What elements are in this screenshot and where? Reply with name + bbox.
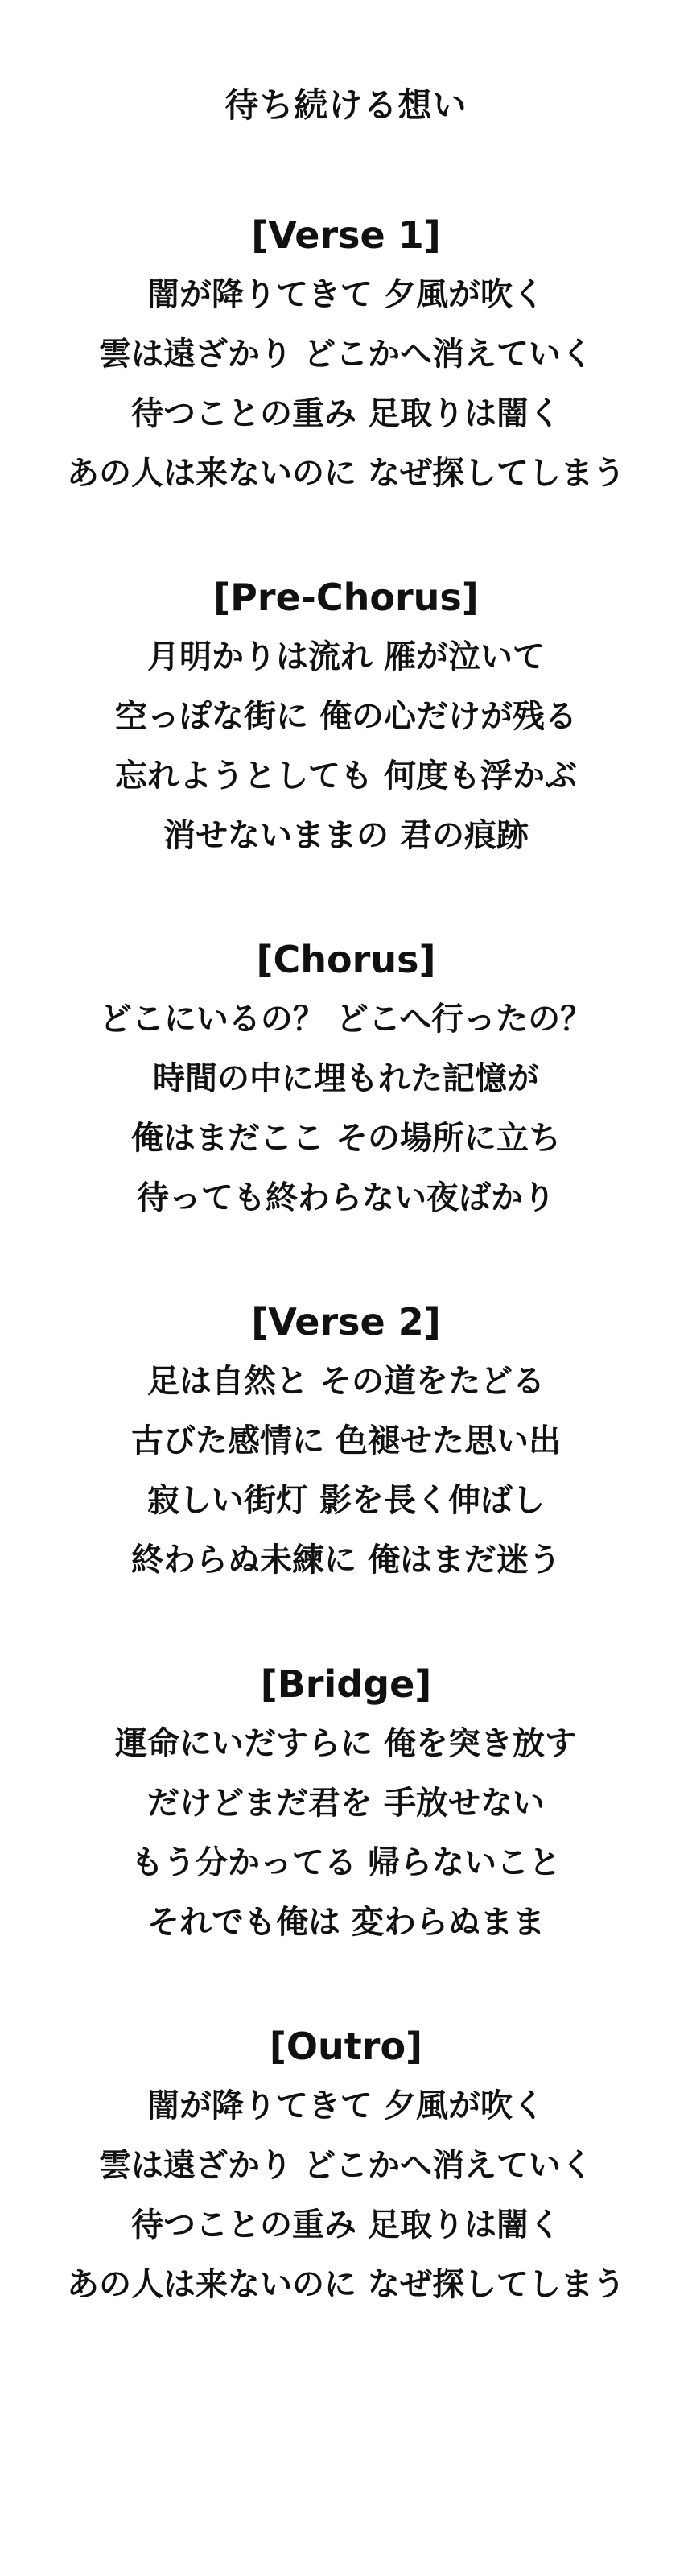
lyric-line: 空っぽな街に 俺の心だけが残る	[115, 698, 577, 735]
lyric-line: 忘れようとしても 何度も浮かぶ	[115, 758, 577, 795]
lyric-line: 運命にいだすらに 俺を突き放す	[115, 1725, 577, 1762]
lyric-line: どこにいるの？ どこへ行ったの？	[99, 1001, 593, 1038]
section-header: [Verse 2]	[251, 1300, 441, 1344]
song-title: 待ち続ける想い	[224, 85, 468, 125]
section-header: [Pre-Chorus]	[213, 576, 479, 619]
lyric-line: あの人は来ないのに なぜ探してしまう	[67, 2266, 625, 2303]
lyric-line: もう分かってる 帰らないこと	[131, 1844, 561, 1881]
lyric-line: あの人は来ないのに なぜ探してしまう	[67, 455, 625, 492]
section-header: [Verse 1]	[251, 213, 441, 257]
section-header: [Bridge]	[260, 1662, 432, 1706]
section-pre-chorus	[0, 568, 692, 865]
section-verse-2	[0, 1292, 692, 1590]
lyric-line: 雲は遠ざかり どこかへ消えていく	[99, 336, 593, 373]
lyric-line: 時間の中に埋もれた記憶が	[153, 1060, 539, 1097]
lyric-line: 待っても終わらない夜ばかり	[137, 1179, 555, 1216]
lyric-line: それでも俺は 変わらぬまま	[147, 1904, 545, 1941]
section-verse-1	[0, 205, 692, 503]
lyric-line: 雲は遠ざかり どこかへ消えていく	[99, 2147, 593, 2184]
lyric-line: 足は自然と その道をたどる	[147, 1363, 545, 1400]
lyric-line: 古びた感情に 色褪せた思い出	[131, 1422, 561, 1459]
section-bridge	[0, 1654, 692, 1952]
lyric-line: 闇が降りてきて 夕風が吹く	[147, 276, 545, 313]
lyric-line: 寂しい街灯 影を長く伸ばし	[147, 1482, 545, 1519]
lyric-line: 待つことの重み 足取りは闇く	[131, 395, 561, 432]
lyric-line: 月明かりは流れ 雁が泣いて	[147, 638, 545, 675]
lyric-line: 消せないままの 君の痕跡	[163, 817, 529, 854]
lyric-line: 俺はまだここ その場所に立ち	[131, 1120, 561, 1157]
lyric-line: だけどまだ君を 手放せない	[147, 1785, 545, 1822]
lyric-line: 終わらぬ未練に 俺はまだ迷う	[131, 1542, 561, 1579]
lyric-line: 闇が降りてきて 夕風が吹く	[147, 2087, 545, 2124]
section-header: [Chorus]	[256, 938, 436, 981]
section-chorus	[0, 930, 692, 1228]
section-header: [Outro]	[269, 2025, 423, 2068]
section-outro	[0, 2017, 692, 2314]
lyric-line: 待つことの重み 足取りは闇く	[131, 2207, 561, 2244]
